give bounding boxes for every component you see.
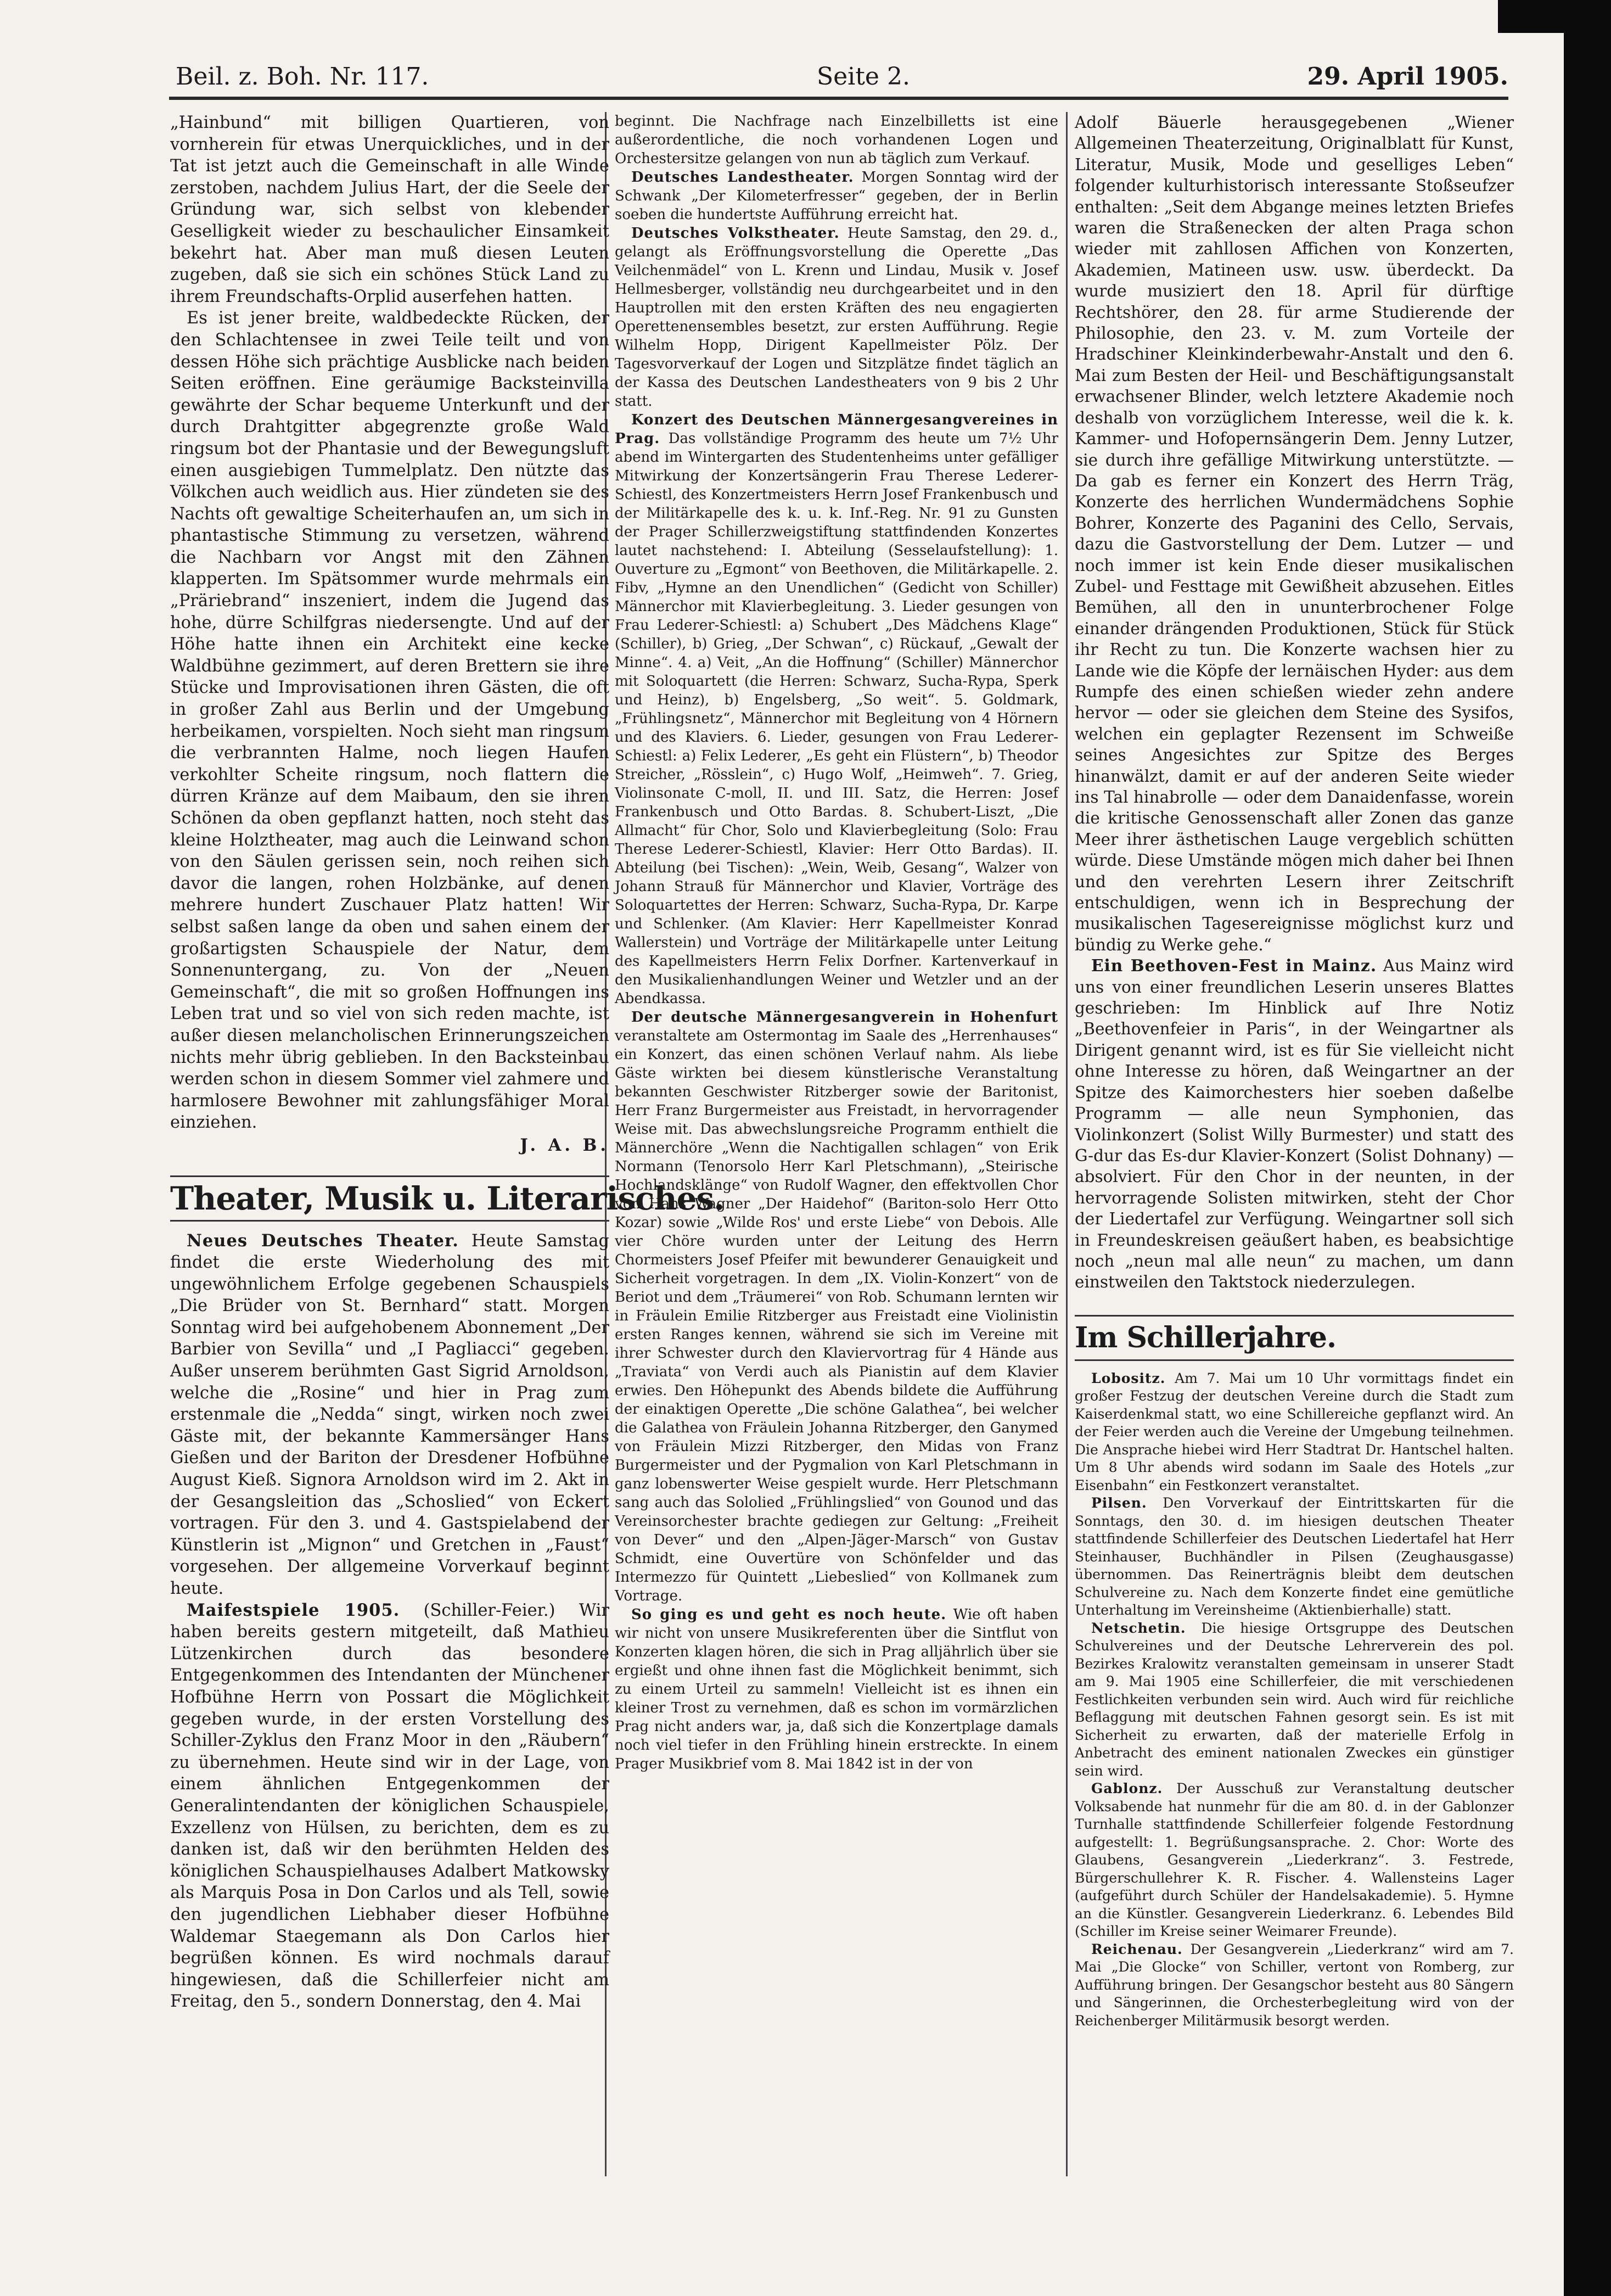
page-header [136,59,1519,99]
header-date: 29. April 1905. [1307,63,1508,91]
news-item [1075,1620,1514,1780]
article-paragraph: „Hainbund“ mit billigen Quartieren, von vornherein für etwas Unerquickliches, und in der Tat ist jetzt auch die Gemeinschaft in alle Winde zerstoben, nachdem Julius Hart, der die Seele der Gründung war, sich selbst von klebender Geselligkeit wieder zu beschaulicher Einsamkeit bekehrt hat. Aber man muß diesen Leuten zugeben, daß sie sich ein schönes Stück Land zu ihrem Freundschafts-Orplid auserfehen hatten. [170,113,609,306]
news-item [170,1600,609,2013]
scan-edge-top [1498,0,1564,33]
news-item-text: Morgen Sonntag wird der Schwank „Der Kilometerfresser“ gegeben, der in Berlin soeben die hundertste Aufführung erreicht hat. [615,169,1058,223]
news-item-text: Den Vorverkauf der Eintrittskarten für die Sonntags, den 30. d. im hiesigen deutschen Theater stattfindende Schillerfeier des Deutschen Liedertafel hat Herr Steinhauser, Buchhändler in Pilsen (Zeughausgasse) übernommen. Das Reinerträgnis bleibt dem deutschen Schulvereine zu. Nach dem Konzerte findet eine gemütliche Unterhaltung im Vereinsheime (Aktienbierhalle) statt. [1075,1495,1514,1619]
news-item-text: Der Gesangverein „Liederkranz“ wird am 7. Mai „Die Glocke“ von Schiller, vertont von Romberg, zur Aufführung bringen. Der Gesangschor besteht aus 80 Sängern und Sängerinnen, die Orchesterbegleitung wird von der Reichenberger Militärmusik besorgt werden. [1075,1941,1514,2029]
scan-edge-right [1564,0,1611,2296]
column-divider-2 [1066,112,1068,2176]
news-item-text: Am 7. Mai um 10 Uhr vormittags findet ein großer Festzug der deutschen Vereine durch die Stadt zum Kaiserdenkmal statt, wo eine Schillereiche gepflanzt wird. An der Feier werden auch die Vereine der Umgebung teilnehmen. Die Ansprache hiebei wird Herr Stadtrat Dr. Hantschel halten. Um 8 Uhr abends wird sodann im Saale des Hotels „zur Eisenbahn“ ein Festkonzert veranstaltet. [1075,1370,1514,1493]
news-item-title: Reichenau. [1091,1941,1183,1957]
news-item [615,168,1058,224]
news-item-text: Das vollständige Programm des heute um 7½ Uhr abend im Wintergarten des Studentenheims unter gefälliger Mitwirkung der Konzertsängerin Frau Therese Lederer-Schiestl, des Konzertmeisters Herrn Josef Frankenbusch und der Militärkapelle des k. u. k. Inf.-Reg. Nr. 91 zu Gunsten der Prager Schillerzweigstiftung stattfindenden Konzertes lautet nachstehend: I. Abteilung (Sesselaufstellung): 1. Ouverture zu „Egmont“ von Beethoven, die Militärkapelle. 2. Fibv, „Hymne an den Unendlichen“ (Gedicht von Schiller) Männerchor mit Klavierbegleitung. 3. Lieder gesungen von Frau Lederer-Schiestl: a) Schubert „Des Mädchens Klage“ (Schiller), b) Grieg, „Der Schwan“, c) Rückauf, „Gewalt der Minne“. 4. a) Veit, „An die Hoffnung“ (Schiller) Männerchor mit Soloquartett (die Herren: Schwarz, Sucha-Rypa, Sperk und Heinz), b) Engelsberg, „So weit“. 5. Goldmark, „Frühlingsnetz“, Männerchor mit Begleitung von 4 Hörnern und des Klaviers. 6. Lieder, gesungen von Frau Lederer-Schiestl: a) Felix Lederer, „Es geht ein Flüstern“, b) Theodor Streicher, „Rösslein“, c) Hugo Wolf, „Heimweh“. 7. Grieg, Violinsonate C-moll, II. und III. Satz, die Herren: Josef Frankenbusch und Otto Bardas. 8. Schubert-Liszt, „Die Allmacht“ für Chor, Solo und Klavierbegleitung (Solo: Frau Therese Lederer-Schiestl, Klavier: Herr Otto Bardas). II. Abteilung (bei Tischen): „Wein, Weib, Gesang“, Walzer von Johann Strauß für Männerchor und Klavier, Vorträge des Soloquartettes der Herren: Schwarz, Sucha-Rypa, Dr. Karpe und Schlenker. (Am Klavier: Herr Kapellmeister Konrad Wallerstein) und Vorträge der Militärkapelle unter Leitung des Kapellmeisters Herrn Felix Dorfner. Kartenverkauf in den Musikalienhandlungen Weiner und Wetzler und an der Abendkassa. [615,430,1059,1007]
news-item-text: Die hiesige Ortsgruppe des Deutschen Schulvereines und der Deutsche Lehrerverein des pol. Bezirkes Kralowitz veranstalten gemeinsam in unserer Stadt am 9. Mai 1905 eine Schillerfeier, die mit verschiedenen Festlichkeiten verbunden sein wird. Auch wird für reichliche Beflaggung mit deutschen Fahnen gesorgt sein. Es ist mit Sicherheit zu erwarten, daß der materielle Erfolg in Anbetracht des eminent nationalen Zweckes ein günstiger sein wird. [1075,1620,1514,1779]
news-item-text: Aus Mainz wird uns von einer freundlichen Leserin unseres Blattes geschrieben: Im Hinblick auf Ihre Notiz „Beethovenfeier in Paris“, in der Weingartner als Dirigent genannt wird, ist es für Sie vielleicht nicht ohne Interesse zu hören, daß Weingartner an der Spitze des Kaimorchesters hier soeben daßelbe Programm — alle neun Symphonien, das Violinkonzert (Solist Willy Burmester) und statt des G-dur das Es-dur Klavier-Konzert (Solist Dohnany) — absolviert. Für den Chor in der neunten, in der hervorragende Solisten mitwirken, steht der Chor der Liedertafel zur Verfügung. Weingartner soll sich in Freundeskreisen geäußert haben, es beabsichtige noch „neun mal alle neun“ zu machen, um dann einstweilen den Taktstock niederzulegen. [1075,956,1514,1292]
news-item-title: Deutsches Landestheater. [631,169,854,186]
news-item [1075,955,1514,1293]
news-item-title: Pilsen. [1091,1495,1147,1511]
article-signature: J. A. B. [520,1135,609,1155]
news-item [615,1605,1058,1773]
news-item [170,1230,609,1600]
news-item [615,1008,1058,1605]
news-item-title: Gablonz. [1091,1780,1163,1797]
news-item-title: Lobositz. [1091,1370,1166,1386]
news-item-title: Neues Deutsches Theater. [187,1230,459,1251]
article-paragraph: Adolf Bäuerle herausgegebenen „Wiener Allgemeinen Theaterzeitung, Originalblatt für Kunst, Literatur, Musik, Mode und geselliges Leben“ folgender kulturhistorisch interessante Stoßseufzer enthalten: „Seit dem Abgange meines letzten Briefes waren die Straßenecken der alten Praga schon wieder mit zahllosen Affichen von Konzerten, Akademien, Matineen usw. usw. überdeckt. Da wurde musiziert den 18. April für dürftige Rechtshörer, den 28. für arme Studierende der Philosophie, den 23. v. M. zum Vorteile der Hradschiner Kleinkinderbewahr-Anstalt und den 6. Mai zum Besten der Heil- und Beschäftigungsanstalt erwachsener Blinder, welch letztere Akademie noch deshalb von vorzüglichem Interesse, weil die k. k. Kammer- und Hofopernsängerin Dem. Jenny Lutzer, sie durch ihre gefällige Mitwirkung unterstützte. — Da gab es ferner ein Konzert des Herrn Träg, Konzerte des herrlichen Wundermädchens Sophie Bohrer, Konzerte des Paganini des Cello, Servais, dazu die Gastvorstellung der Dem. Lutzer — und noch immer ist kein Ende dieser musikalischen Zubel- und Festtage mit Gewißheit abzusehen. Eitles Bemühen, all den in ununterbrochener Folge einander drängenden Produktionen, Stück für Stück ihr Recht zu tun. Die Konzerte wachsen hier zu Lande wie die Köpfe der lernäischen Hyder: aus dem Rumpfe des einen schießen wieder zehn andere hervor — oder sie gleichen dem Steine des Sysifos, welchen ein geplagter Rezensent im Schweiße seines Angesichtes zur Spitze des Berges hinanwälzt, damit er auf der anderen Seite wieder ins Tal hinabrolle — oder dem Danaidenfasse, worein die kritische Genossenschaft aller Zonen das ganze Meer ihrer ästhetischen Lauge vergeblich schütten würde. Diese Umstände mögen mich daher bei Ihnen und den verehrten Lesern ihrer Zeitschrift entschuldigen, wenn ich in Besprechung der musikalischen Tagesereignisse möglichst kurz und bündig zu Werke gehe.“ [1075,113,1514,954]
news-item-text: (Schiller-Feier.) Wir haben bereits gestern mitgeteilt, daß Mathieu Lützenkirchen durch das besondere Entgegenkommen des Intendanten der Münchener Hofbühne Herrn von Possart die Möglichkeit gegeben wurde, in der ersten Vorstellung des Schiller-Zyklus den Franz Moor in den „Räubern“ zu übernehmen. Heute sind wir in der Lage, von einem ähnlichen Entgegenkommen der Generalintendanten der königlichen Schauspiele, Exzellenz von Hülsen, zu berichten, dem es zu danken ist, daß wir den berühmten Helden des königlichen Schauspielhauses Adalbert Matkowsky als Marquis Posa in Don Carlos und als Tell, sowie den jugendlichen Liebhaber dieser Hofbühne Waldemar Staegemann als Don Carlos hier begrüßen können. Es wird nochmals darauf hingewiesen, daß die Schillerfeier nicht am Freitag, den 5., sondern Donnerstag, den 4. Mai [170,1600,609,2012]
news-item [615,224,1058,411]
article-paragraph: Es ist jener breite, waldbedeckte Rücken, der den Schlachtensee in zwei Teile teilt und von dessen Höhe sich prächtige Ausblicke nach beiden Seiten eröffnen. Eine geräumige Backsteinvilla gewährte der Schar bequeme Unterkunft und der durch Drahtgitter abgegrenzte große Wald ringsum bot der Phantasie und der Bewegungsluft einen ausgiebigen Tummelplatz. Den nützte das Völkchen auch weidlich aus. Hier zündeten sie des Nachts oft gewaltige Scheiterhaufen an, um sich in phantastische Stimmung zu versetzen, während die Nachbarn vor Angst mit den Zähnen klapperten. Im Spätsommer wurde mehrmals ein „Präriebrand“ inszeniert, indem die Jugend das hohe, dürre Schilfgras niedersengte. Und auf der Höhe hatte ihnen ein Architekt eine kecke Waldbühne gezimmert, auf deren Brettern sie ihre Stücke und Improvisationen ihren Gästen, die oft in großer Zahl aus Berlin und der Umgebung herbeikamen, vorspielten. Noch sieht man ringsum die verbrannten Halme, noch liegen Haufen verkohlter Scheite ringsum, noch flattern die dürren Kränze auf dem Maibaum, den sie ihren Schönen da oben gepflanzt hatten, noch steht das kleine Holztheater, mag auch die Leinwand schon von den Säulen gerissen sein, noch reihen sich davor die langen, rohen Holzbänke, auf denen mehrere hundert Zuschauer Platz hatten! Wir selbst saßen lange da oben und sahen einem der großartigsten Schauspiele der Natur, dem Sonnenuntergang, zu. Von der „Neuen Gemeinschaft“, die mit so großen Hoffnungen ins Leben trat und so viel von sich reden machte, ist außer diesen melancholischen Erinnerungszeichen nichts mehr übrig geblieben. In den Backsteinbau werden schon in diesem Sommer viel zahmere und harmlosere Bewohner mit zahlungsfähiger Moral einziehen. [170,309,609,1133]
news-item-title: Ein Beethoven-Fest in Mainz. [1091,956,1377,976]
news-item-title: Netschetin. [1091,1620,1186,1636]
newspaper-page [136,59,1519,2184]
news-item-text: Der Ausschuß zur Veranstaltung deutscher Volksabende hat nunmehr für die am 80. d. in der Gablonzer Turnhalle stattfindende Schillerfeier folgende Festordnung aufgestellt: 1. Begrüßungsansprache. 2. Chor: Worte des Glaubens, Gesangverein „Liederkranz“. 3. Festrede, Bürgerschullehrer K. R. Fischer. 4. Wallensteins Lager (aufgeführt durch Schüler der Handelsakademie). 5. Hymne an die Künstler. Gesangverein Liederkranz. 6. Lebendes Bild (Schiller im Kreise seiner Weimarer Freunde). [1075,1780,1514,1940]
news-item-title: Deutsches Volkstheater. [631,225,840,242]
news-item-title: Der deutsche Männergesangverein in Hohenfurt [631,1009,1058,1026]
news-item-text: Heute Samstag, den 29. d., gelangt als Eröffnungsvorstellung die Operette „Das Veilchenmädel“ von L. Krenn und Lindau, Musik v. Josef Hellmesberger, vollständig neu durchgearbeitet und in den Hauptrollen mit den ersten Kräften des neu engagierten Operettenensembles besetzt, zur ersten Aufführung. Regie Wilhelm Hopp, Dirigent Kapellmeister Pölz. Der Tagesvorverkauf der Logen und Sitzplätze findet täglich an der Kassa des Deutschen Landestheaters von 9 bis 2 Uhr statt. [615,225,1059,410]
news-item [1075,1780,1514,1941]
news-item-text: veranstaltete am Ostermontag im Saale des „Herrenhauses“ ein Konzert, das einen schönen Verlauf nahm. Als liebe Gäste wirkten bei diesem künstlerische Veranstaltung bekannten Geschwister Ritzberger sowie der Baritonist, Herr Franz Burgermeister aus Freistadt, in hervorragender Weise mit. Das abwechslungsreiche Programm enthielt die Männerchöre „Wenn die Nachtigallen schlagen“ von Erik Normann (Tenorsolo Herr Karl Pletschmann), „Steirische Hochlandsklänge“ von Rudolf Wagner, den effektvollen Chor von Hans Wagner „Der Haidehof“ (Bariton-solo Herr Otto Kozar) sowie „Wilde Ros' und erste Liebe“ von Debois. Alle vier Chöre wurden unter der Leitung des Herrn Chormeisters Josef Pfeifer mit bewunderer Genauigkeit und Sicherheit vorgetragen. In dem „IX. Violin-Konzert“ von de Beriot und dem „Träumerei“ von Rob. Schumann lernten wir in Fräulein Emilie Ritzberger aus Freistadt eine Violinistin ersten Ranges kennen, während sie sich im Vereine mit ihrer Schwester durch den Klaviervortrag für 4 Hände aus „Traviata“ von Verdi auch als Pianistin auf dem Klavier erwies. Den Höhepunkt des Abends bildete die Aufführung der einaktigen Operette „Die schöne Galathea“, bei welcher die Galathea von Fräulein Johanna Ritzberger, den Ganymed von Fräulein Mizzi Ritzberger, den Midas von Franz Burgermeister und der Pygmalion von Karl Pletschmann in ganz lobenswerter Weise gespielt wurde. Herr Pletschmann sang auch das Sololied „Frühlingslied“ von Gounod und das Vereinsorchester brachte gediegen zur Geltung: „Freiheit von Dever“ und den „Alpen-Jäger-Marsch“ von Gustav Schmidt, eine Ouvertüre von Schönfelder und das Intermezzo für Quintett „Liebeslied“ von Kollmanek zum Vortrage. [615,1028,1058,1604]
news-item [1075,1370,1514,1495]
article-paragraph: beginnt. Die Nachfrage nach Einzelbilletts ist eine außerordentliche, die noch vorhandenen Logen und Orchestersitze gelangen von nun ab täglich zum Verkauf. [615,113,1058,167]
column-3 [1075,112,1514,2176]
news-item-title: Konzert des Deutschen Männergesangvereines in Prag. [615,412,1058,447]
header-supplement: Beil. z. Boh. Nr. 117. [176,63,429,91]
news-item-text: Wie oft haben wir nicht von unsere Musikreferenten über die Sintflut von Konzerten klagen hören, die sich in Prag alljährlich über sie ergießt und ohne ihnen fast die Möglichkeit benimmt, sich zu einem Urteil zu sammeln! Vielleicht ist es ihnen ein kleiner Trost zu vernehmen, daß es schon im vormärzlichen Prag nicht anders war, ja, daß sich die Konzertplage damals noch viel tiefer in den Frühling hinein erstreckte. In einem Prager Musikbrief vom 8. Mai 1842 ist in der von [615,1606,1058,1772]
news-item-title: So ging es und geht es noch heute. [631,1606,947,1623]
section-heading-schillerjahr: Im Schillerjahre. [1075,1315,1514,1361]
news-item [1075,1941,1514,2030]
section-heading-theater: Theater, Musik u. Literarisches. [170,1175,609,1222]
news-item-title: Maifestspiele 1905. [187,1600,400,1620]
news-item [615,411,1058,1008]
header-page-number: Seite 2. [817,63,910,91]
news-item [1075,1494,1514,1620]
column-1 [170,112,725,2176]
header-rule [169,97,1508,100]
column-2 [615,112,1058,2176]
news-item-text: Heute Samstag findet die erste Wiederholung des mit ungewöhnlichem Erfolge gegebenen Schauspiels „Die Brüder von St. Bernhard“ statt. Morgen Sonntag wird bei aufgehobenem Abonnement „Der Barbier von Sevilla“ und „I Pagliacci“ gegeben. Außer unserem berühmten Gast Sigrid Arnoldson, welche die „Rosine“ und hier in Prag zum erstenmale die „Nedda“ singt, wirken noch zwei Gäste mit, der bekannte Kammersänger Hans Gießen und der Bariton der Dresdener Hofbühne August Kieß. Signora Arnoldson wird im 2. Akt in der Gesangsleition das „Schoslied“ von Eckert vortragen. Für den 3. und 4. Gastspielabend der Künstlerin ist „Mignon“ und Gretchen in „Faust“ vorgesehen. Der allgemeine Vorverkauf beginnt heute. [170,1231,609,1598]
